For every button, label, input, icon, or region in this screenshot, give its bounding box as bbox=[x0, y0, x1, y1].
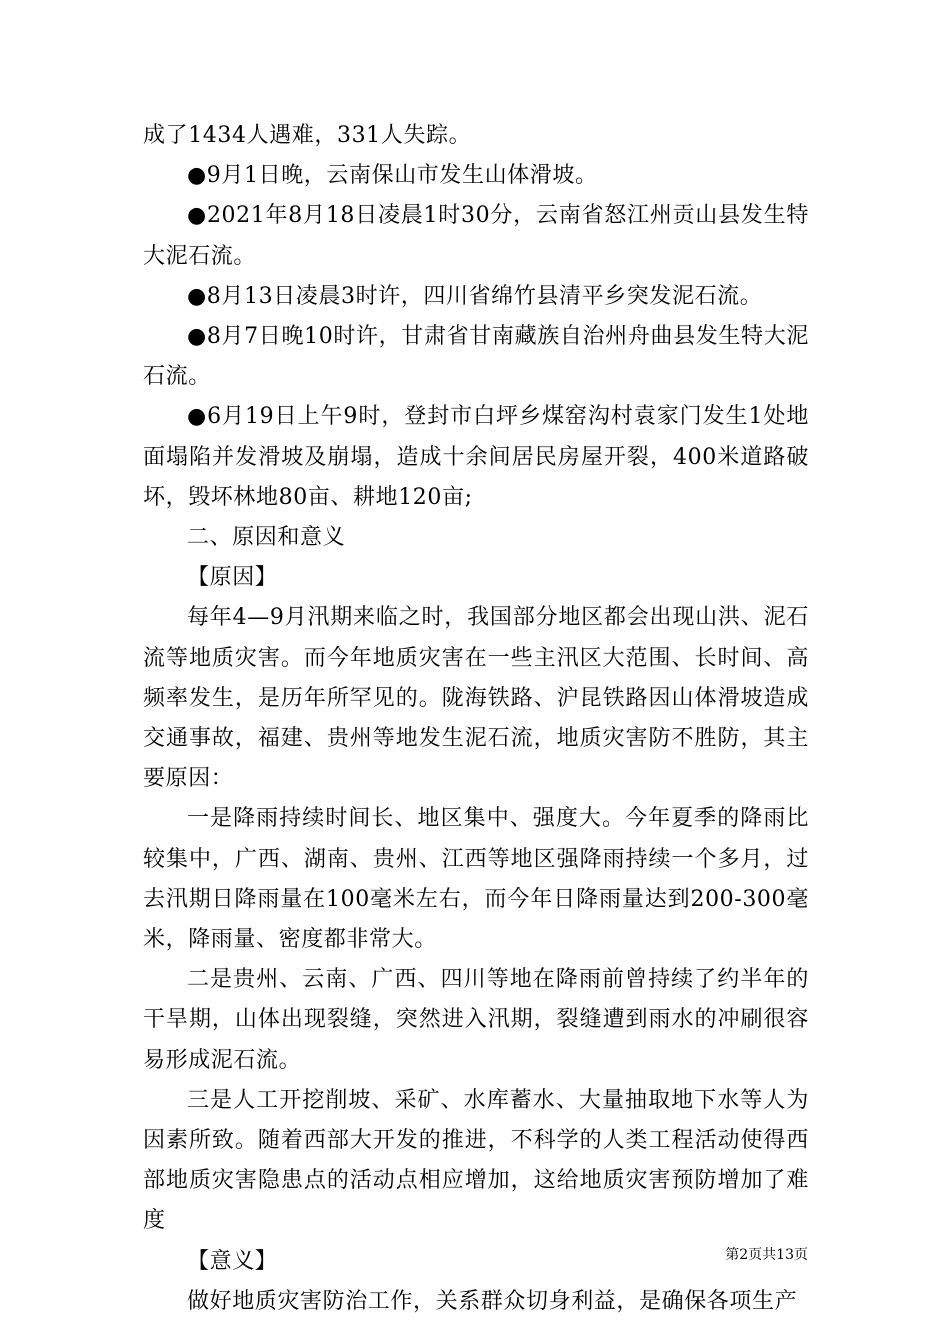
paragraph-reason-1: 一是降雨持续时间长、地区集中、强度大。今年夏季的降雨比较集中，广西、湖南、贵州、江西等地区强降雨持续一个多月，过去汛期日降雨量在100毫米左右，而今年日降雨量达到200-300毫米，降雨量、密度都非常大。 bbox=[143, 806, 809, 953]
paragraph-continued: 成了1434人遇难，331人失踪。 bbox=[143, 123, 472, 148]
reason-label: 【原因】 bbox=[187, 565, 278, 591]
page-number-footer: 第2页共13页 bbox=[725, 1247, 808, 1263]
document-body bbox=[143, 116, 809, 1322]
paragraph-meaning-1: 做好地质灾害防治工作，关系群众切身利益，是确保各项生产 bbox=[187, 1288, 798, 1314]
paragraph-gongshan-debris-flow: ●2021年8月18日凌晨1时30分，云南省怒江州贡山县发生特大泥石流。 bbox=[143, 203, 809, 269]
paragraph-reason-2: 二是贵州、云南、广西、四川等地在降雨前曾持续了约半年的干旱期，山体出现裂缝，突然进入汛期，裂缝遭到雨水的冲刷很容易形成泥石流。 bbox=[143, 967, 809, 1073]
paragraph-baoshan-landslide: ●9月1日晚，云南保山市发生山体滑坡。 bbox=[187, 163, 598, 189]
section-heading-causes-significance: 二、原因和意义 bbox=[187, 525, 346, 551]
paragraph-reason-3: 三是人工开挖削坡、采矿、水库蓄水、大量抽取地下水等人为因素所致。随着西部大开发的推进，不科学的人类工程活动使得西部地质灾害隐患点的活动点相应增加，这给地质灾害预防增加了难度 bbox=[143, 1087, 809, 1234]
paragraph-reason-intro: 每年4—9月汛期来临之时，我国部分地区都会出现山洪、泥石流等地质灾害。而今年地质灾害在一些主汛区大范围、长时间、高频率发生，是历年所罕见的。陇海铁路、沪昆铁路因山体滑坡造成交通事故，福建、贵州等地发生泥石流，地质灾害防不胜防，其主要原因： bbox=[143, 605, 809, 792]
paragraph-dengfeng-collapse: ●6月19日上午9时，登封市白坪乡煤窑沟村袁家门发生1处地面塌陷并发滑坡及崩塌，造成十余间居民房屋开裂，400米道路破坏，毁坏林地80亩、耕地120亩; bbox=[143, 404, 809, 510]
paragraph-zhouqu-debris-flow: ●8月7日晚10时许，甘肃省甘南藏族自治州舟曲县发生特大泥石流。 bbox=[143, 324, 809, 390]
paragraph-mianzhu-debris-flow: ●8月13日凌晨3时许，四川省绵竹县清平乡突发泥石流。 bbox=[187, 283, 763, 309]
meaning-label: 【意义】 bbox=[187, 1248, 278, 1274]
